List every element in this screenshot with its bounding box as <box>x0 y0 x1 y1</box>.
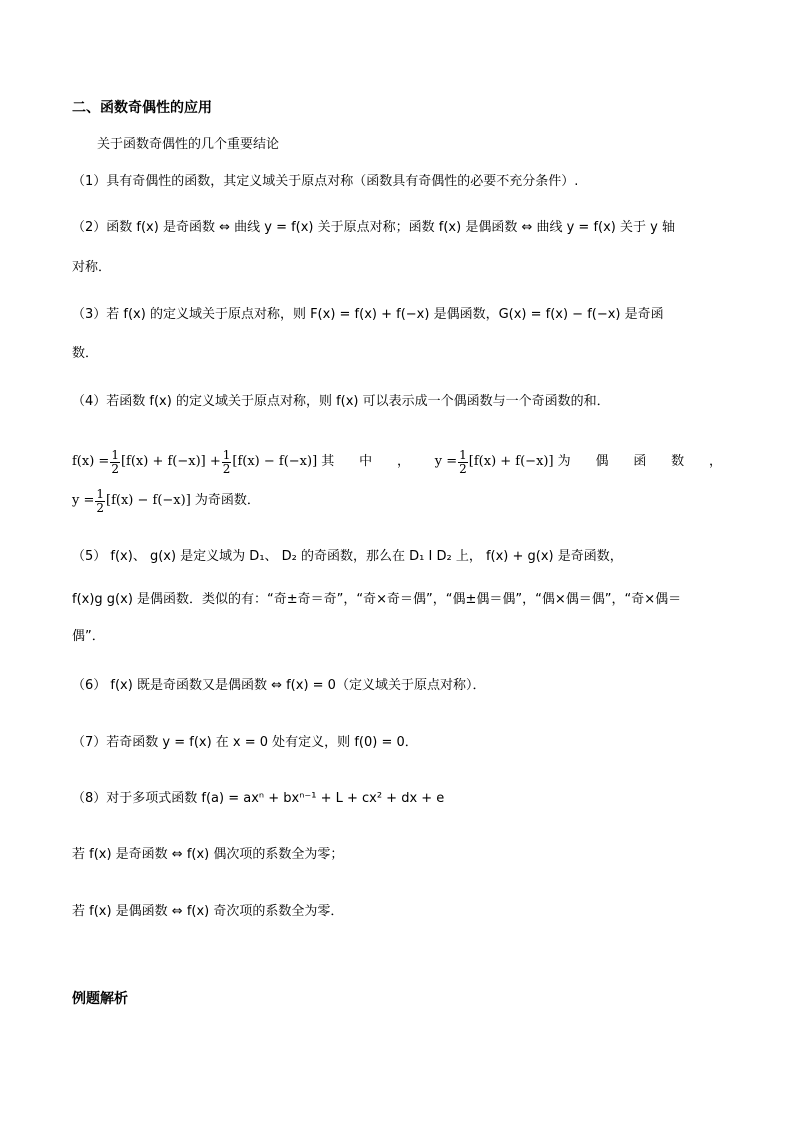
eq2-frac <box>95 488 105 515</box>
eq1-shu: 数 <box>671 454 685 469</box>
item-7: （7）若奇函数 y = f(x) 在 x = 0 处有定义，则 f(0) = 0． <box>72 735 418 750</box>
section-subheading: 关于函数奇偶性的几个重要结论 <box>97 137 280 152</box>
item-4: （4）若函数 f(x) 的定义域关于原点对称，则 f(x) 可以表示成一个偶函数与一个奇函数的和． <box>72 394 610 409</box>
eq1-frac-3 <box>458 449 468 476</box>
eq1-end: ， <box>708 454 722 469</box>
eq1-left-group <box>72 449 334 476</box>
eq1-y-group <box>435 449 571 476</box>
eq1-frac-2 <box>222 449 232 476</box>
item-5-line-3: 偶”． <box>72 629 105 644</box>
item-4-equation-1 <box>72 445 722 479</box>
eq1-left: f(x) = <box>72 454 110 469</box>
frac-denominator: 2 <box>459 461 467 476</box>
eq1-han: 函 <box>633 454 647 469</box>
frac-denominator: 2 <box>96 500 105 515</box>
frac-denominator: 2 <box>111 461 119 476</box>
item-8: （8）对于多项式函数 f(a) = axⁿ + bxⁿ⁻¹ + L + cx² + dx + e <box>72 791 445 806</box>
item-2-line-2: 对称． <box>72 260 112 275</box>
eq1-frac-1 <box>110 449 120 476</box>
eq1-zhong: 中 <box>359 454 373 469</box>
item-5-line-2: f(x)g g(x) 是偶函数．类似的有：“奇±奇＝奇”，“奇×奇＝偶”，“偶±偶＝偶”，“偶×偶＝偶”，“奇×偶＝ <box>72 592 682 607</box>
eq1-bracket: [f(x) + f(−x)] 为 <box>468 454 571 469</box>
section-heading: 二、函数奇偶性的应用 <box>72 100 212 116</box>
item-2-line-1: （2）函数 f(x) 是奇函数 ⇔ 曲线 y = f(x) 关于原点对称；函数 f(x) 是偶函数 ⇔ 曲线 y = f(x) 关于 y 轴 <box>72 220 675 235</box>
eq1-comma: ， <box>396 454 410 469</box>
even-function-rule: 若 f(x) 是偶函数 ⇔ f(x) 奇次项的系数全为零． <box>72 904 344 919</box>
item-5-line-1: （5） f(x)、 g(x) 是定义域为 D₁、 D₂ 的奇函数，那么在 D₁ I D₂ 上， f(x) + g(x) 是奇函数， <box>72 549 623 564</box>
eq2-y: y = <box>72 493 95 508</box>
item-3-line-2: 数． <box>72 346 99 361</box>
item-4-equation-2 <box>72 484 260 518</box>
eq1-mid-1: [f(x) + f(−x)] + <box>120 454 221 469</box>
odd-function-rule: 若 f(x) 是奇函数 ⇔ f(x) 偶次项的系数全为零； <box>72 847 344 862</box>
examples-heading: 例题解析 <box>72 991 128 1007</box>
frac-numerator: 1 <box>111 447 119 462</box>
eq1-y: y = <box>434 454 458 469</box>
frac-numerator: 1 <box>459 447 467 462</box>
item-1: （1）具有奇偶性的函数，其定义域关于原点对称（函数具有奇偶性的必要不充分条件）. <box>72 174 579 189</box>
eq1-ou: 偶 <box>595 454 609 469</box>
eq1-mid-2: [f(x) − f(−x)] 其 <box>232 454 335 469</box>
frac-numerator: 1 <box>222 447 231 462</box>
frac-numerator: 1 <box>96 486 105 501</box>
eq2-bracket: [f(x) − f(−x)] 为奇函数． <box>106 493 260 508</box>
item-3-line-1: （3）若 f(x) 的定义域关于原点对称，则 F(x) = f(x) + f(−x) 是偶函数，G(x) = f(x) − f(−x) 是奇函 <box>72 307 664 322</box>
item-6: （6） f(x) 既是奇函数又是偶函数 ⇔ f(x) = 0（定义域关于原点对称）． <box>72 678 486 693</box>
frac-denominator: 2 <box>222 461 231 476</box>
